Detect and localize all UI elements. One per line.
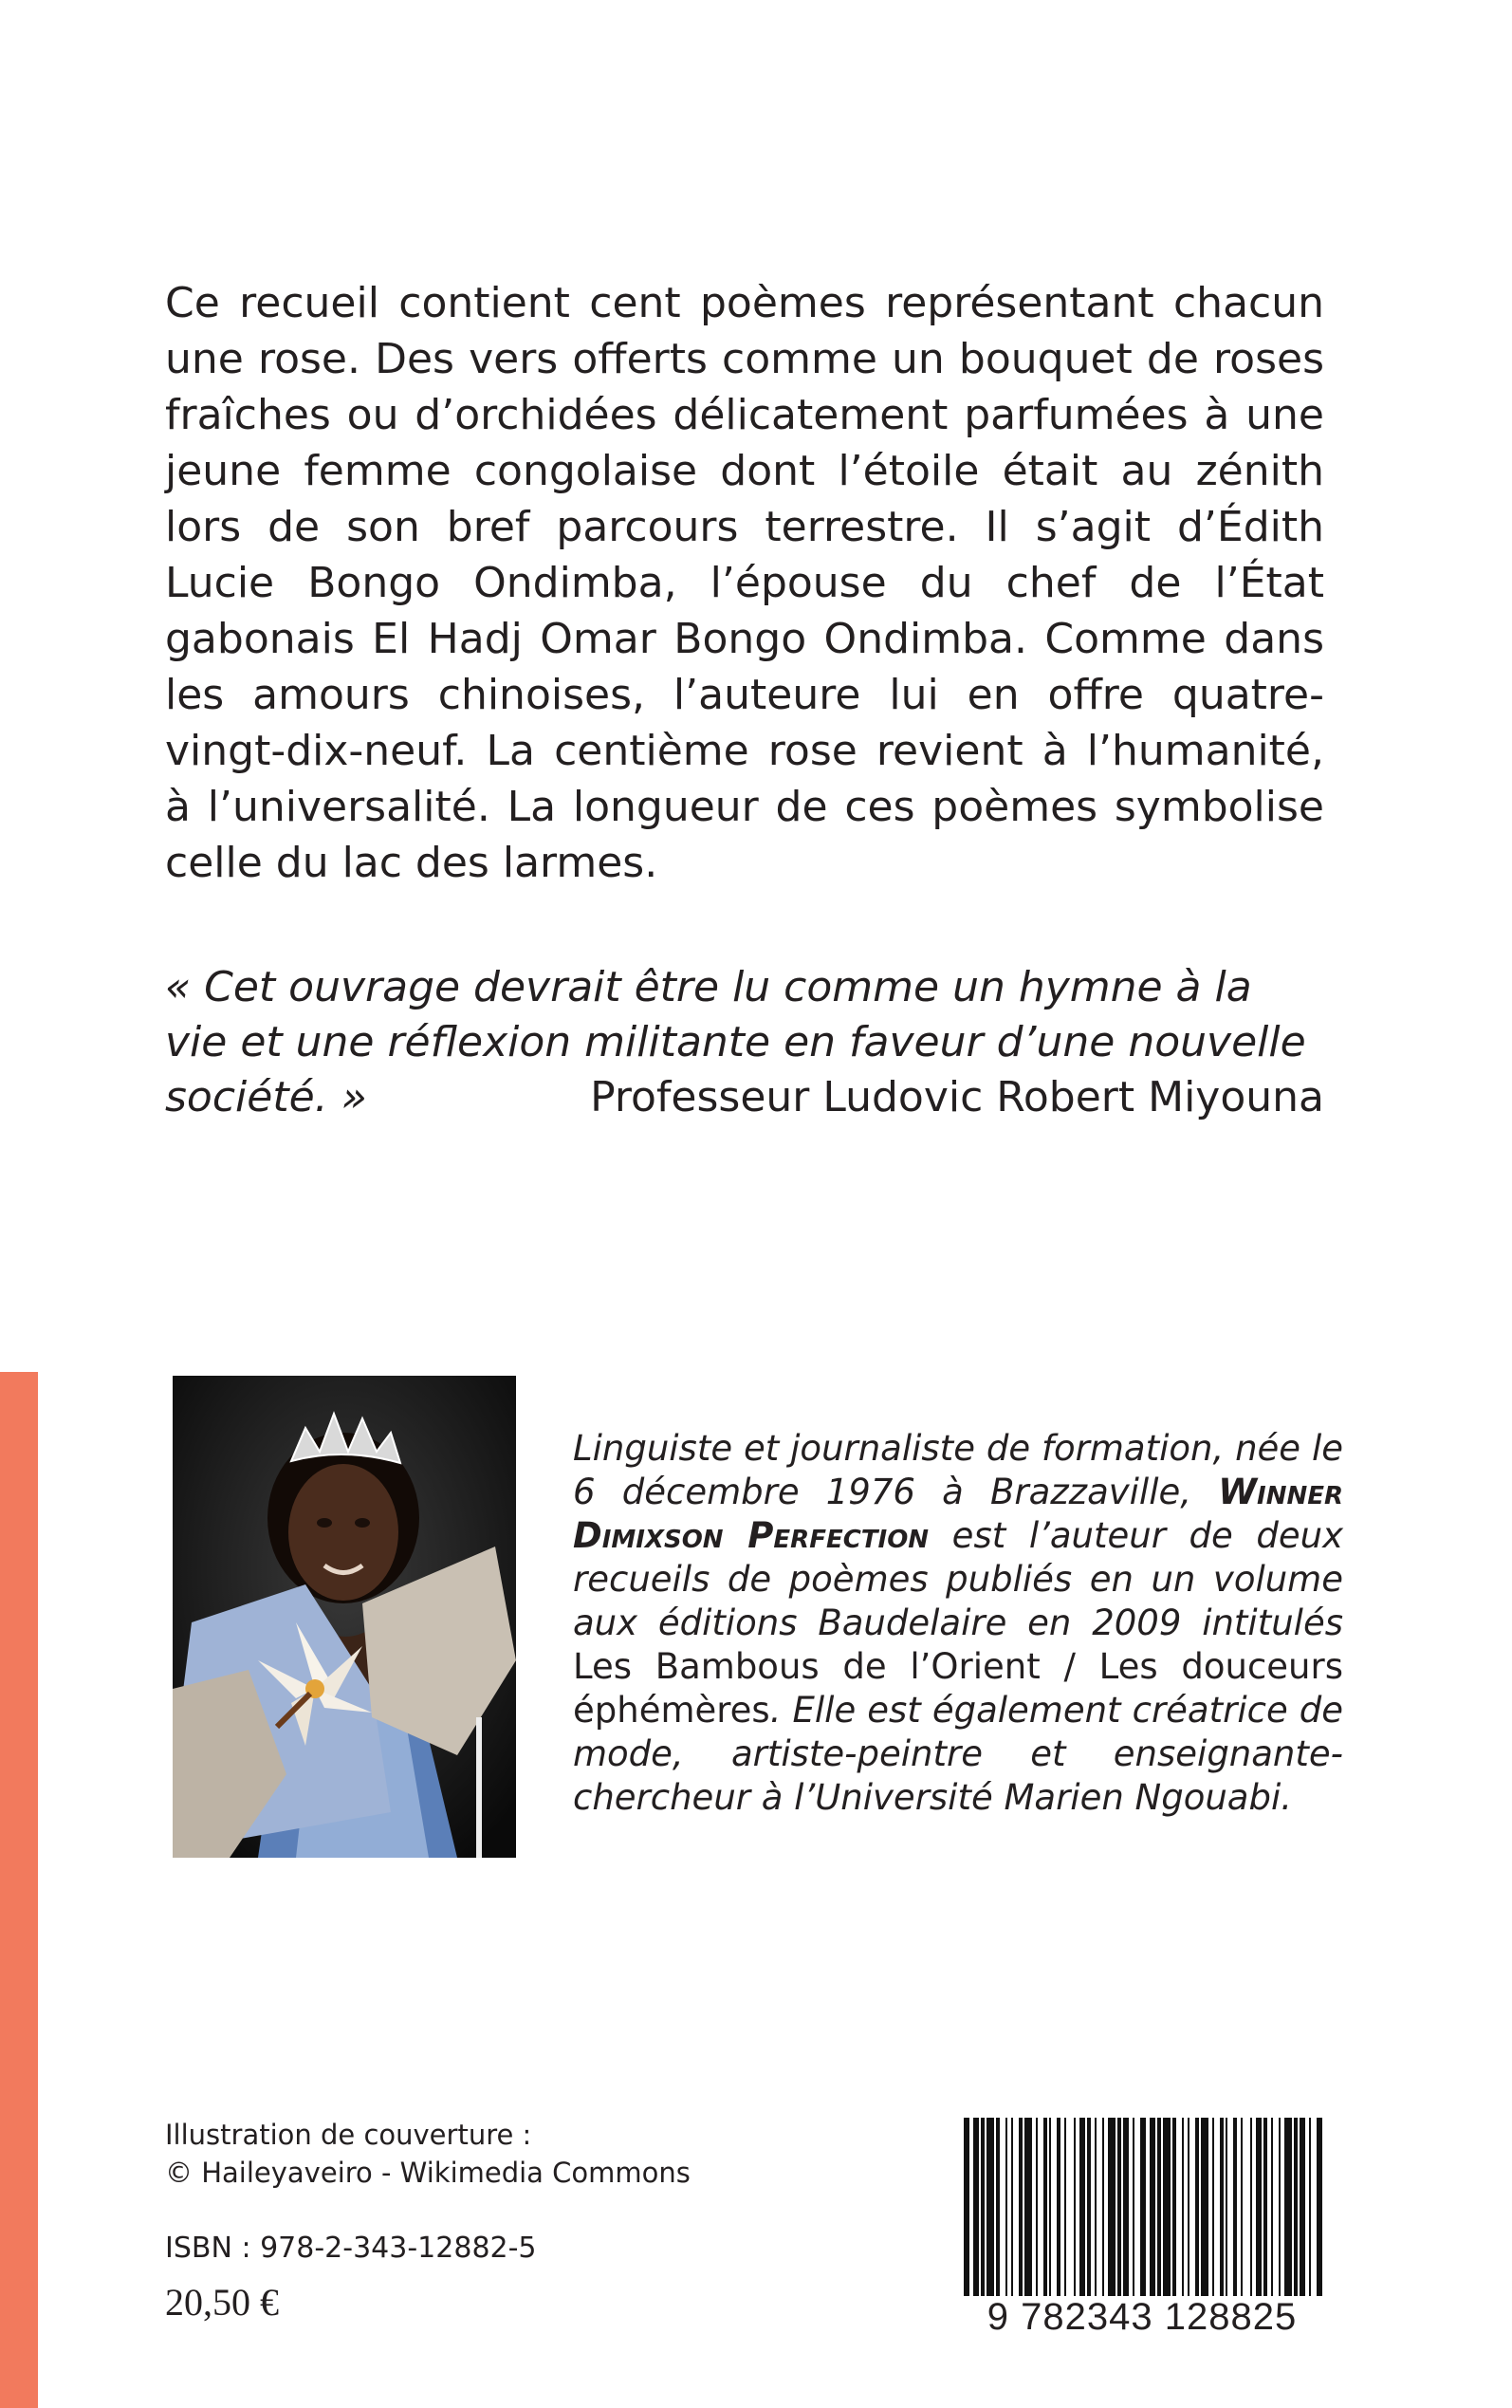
barcode-bar — [1309, 2118, 1311, 2307]
barcode-bar — [1064, 2118, 1066, 2307]
barcode-bar — [1195, 2118, 1199, 2307]
barcode-bar — [996, 2118, 1000, 2307]
barcode-bar — [1024, 2118, 1032, 2307]
barcode-bar — [1043, 2118, 1047, 2307]
barcode-bar — [1005, 2118, 1007, 2307]
barcode-bar — [964, 2118, 969, 2307]
barcode-bar — [1074, 2118, 1076, 2307]
isbn: ISBN : 978-2-343-12882-5 — [165, 2232, 537, 2265]
barcode-bar — [1123, 2118, 1129, 2307]
barcode-bar — [1263, 2118, 1267, 2307]
barcode-bar — [1172, 2118, 1176, 2307]
barcode-bar — [1241, 2118, 1243, 2307]
barcode-bar — [1019, 2118, 1023, 2307]
bio-part-1: Linguiste et journaliste de formation, née le 6 décembre 1976 à Brazzaville, — [573, 1428, 1343, 1512]
barcode-bar — [1140, 2118, 1146, 2307]
quote-text: « Cet ouvrage devrait être lu comme un hymne à la vie et une réflexion militante en faveur d’une nouvelle société. » — [165, 963, 1306, 1121]
barcode-bar — [1271, 2118, 1273, 2307]
quote-author: Professeur Ludovic Robert Miyouna — [590, 1073, 1324, 1121]
barcode-bar — [1279, 2118, 1281, 2307]
barcode-digits: 9 782343 128825 — [952, 2296, 1332, 2338]
barcode-bar — [1256, 2118, 1262, 2307]
barcode-bar — [1163, 2118, 1171, 2307]
barcode-bar — [1108, 2118, 1116, 2307]
blurb-text: Ce recueil contient cent poèmes représentant chacun une rose. Des vers offerts comme un bouquet de roses fraîches ou d’orchidées délicatement parfumées à une jeune femme congolaise dont l’étoile était au zénith lors de son bref parcours terrestre. Il s’agit d’Édith Lucie Bongo Ondimba, l’épouse du chef de l’État gabonais El Hadj Omar Bongo Ondimba. Comme dans les amours chinoises, l’auteure lui en offre quatre-vingt-dix-neuf. La centième rose revient à l’humanité, à l’universalité. La longueur de ces poèmes symbolise celle du lac des larmes. — [165, 279, 1324, 887]
credit-line-2: © Haileyaveiro - Wikimedia Commons — [165, 2157, 691, 2189]
bio-part-3: . Elle est également créatrice de mode, artiste-peintre et enseignante-chercheur à l’Université Marien Ngouabi. — [573, 1690, 1343, 1818]
barcode-bar — [1250, 2118, 1252, 2307]
barcode-bar — [1182, 2118, 1184, 2307]
credit-line-1: Illustration de couverture : — [165, 2119, 532, 2151]
barcode-bar — [1133, 2118, 1134, 2307]
barcode-bar — [1284, 2118, 1292, 2307]
bio-part-2: est l’auteur de deux recueils de poèmes publiés en un volume aux éditions Baudelaire en 2009 intitulés — [573, 1515, 1343, 1643]
barcode-bar — [1036, 2118, 1038, 2307]
barcode-bar — [1157, 2118, 1161, 2307]
barcode-bar — [1188, 2118, 1189, 2307]
barcode — [952, 2118, 1332, 2307]
barcode-bar — [1102, 2118, 1104, 2307]
barcode-bar — [1300, 2118, 1305, 2307]
barcode-bar — [986, 2118, 994, 2307]
barcode-bar — [1212, 2118, 1214, 2307]
barcode-bar — [973, 2118, 979, 2307]
barcode-bar — [1079, 2118, 1085, 2307]
barcode-bar — [1233, 2118, 1237, 2307]
author-photo — [173, 1376, 516, 1858]
barcode-bar — [1011, 2118, 1013, 2307]
bio-book-titles: Les Bambous de l’Orient / Les douceurs éphémères — [573, 1646, 1343, 1731]
bio-author-name: Winner Dimixson Perfection — [573, 1472, 1343, 1556]
barcode-bar — [1150, 2118, 1155, 2307]
accent-bar — [0, 1372, 38, 2408]
barcode-bar — [981, 2118, 985, 2307]
barcode-bar — [1226, 2118, 1227, 2307]
author-bio — [573, 1427, 1343, 1820]
barcode-bar — [1095, 2118, 1097, 2307]
cover-credit — [165, 2116, 691, 2192]
barcode-bar — [1117, 2118, 1121, 2307]
barcode-bar — [1220, 2118, 1224, 2307]
barcode-bar — [1201, 2118, 1208, 2307]
barcode-bar — [1294, 2118, 1298, 2307]
price: 20,50 € — [165, 2281, 279, 2324]
barcode-bar — [1087, 2118, 1091, 2307]
barcode-bar — [1049, 2118, 1051, 2307]
back-cover-blurb — [165, 275, 1324, 891]
barcode-bar — [1317, 2118, 1322, 2307]
barcode-bar — [1057, 2118, 1060, 2307]
